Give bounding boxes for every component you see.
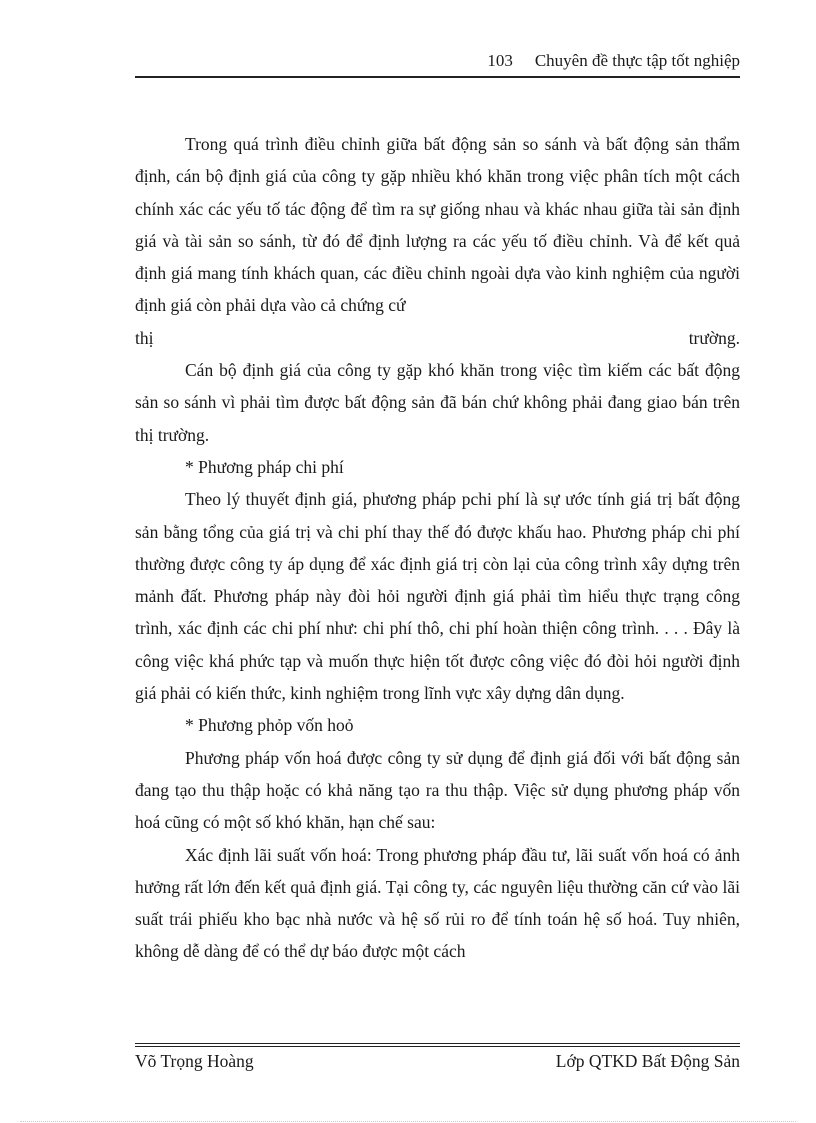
section-heading: * Phương phỏp vốn hoỏ bbox=[185, 715, 354, 736]
footer-divider bbox=[135, 1046, 740, 1047]
paragraph-end-word: trường. bbox=[688, 327, 740, 348]
header-title: Chuyên đề thực tập tốt nghiệp bbox=[534, 51, 740, 70]
header-divider bbox=[135, 76, 740, 78]
paragraph-end-word: thị bbox=[135, 327, 154, 348]
paragraph: Trong quá trình điều chỉnh giữa bất động sản so sánh và bất động sản thẩm định, cán bộ định giá của công ty gặp nhiều khó khăn trong việc phân tích một cách chính xác các yếu tố tác động để tìm ra sự giống nhau và khác nhau giữa tài sản định giá và tài sản so sánh, từ đó để định lượng ra các yếu tố điều chỉnh. Và để kết quả định giá mang tính khách quan, các điều chỉnh ngoài dựa vào kinh nghiệm của người định giá còn phải dựa vào cả chứng cứ bbox=[135, 134, 740, 316]
paragraph: Xác định lãi suất vốn hoá: Trong phương pháp đầu tư, lãi suất vốn hoá có ảnh hưởng rất lớn đến kết quả định giá. Tại công ty, các nguyên liệu thường căn cứ vào lãi suất trái phiếu kho bạc nhà nước và hệ số rủi ro để tính toán hệ số hoá. Tuy nhiên, không dễ dàng để có thể dự báo được một cách bbox=[135, 844, 740, 962]
paragraph: Phương pháp vốn hoá được công ty sử dụng để định giá đối với bất động sản đang tạo thu thập hoặc có khả năng tạo ra thu thập. Việc sử dụng phương pháp vốn hoá cũng có một số khó khăn, hạn chế sau: bbox=[135, 747, 740, 833]
page-header bbox=[135, 47, 740, 75]
document-body bbox=[135, 128, 740, 968]
footer-author: Võ Trọng Hoàng bbox=[135, 1051, 254, 1071]
paragraph-last-line bbox=[135, 322, 740, 354]
section-heading: * Phương pháp chi phí bbox=[185, 456, 344, 477]
page-number: 103 bbox=[487, 51, 513, 70]
footer-class: Lớp QTKD Bất Động Sản bbox=[555, 1051, 740, 1071]
paragraph: Theo lý thuyết định giá, phương pháp pchi phí là sự ước tính giá trị bất động sản bằng tổng của giá trị và chi phí thay thế đó được khấu hao. Phương pháp chi phí thường được công ty áp dụng để xác định giá trị còn lại của công trình xây dựng trên mảnh đất. Phương pháp này đòi hỏi người định giá phải tìm hiểu thực trạng công trình, xác định các chi phí như: chi phí thô, chi phí hoàn thiện công trình. . . . Đây là công việc khá phức tạp và muốn thực hiện tốt được công việc đó đòi hỏi người định giá phải có kiến thức, kinh nghiệm trong lĩnh vực xây dựng dân dụng. bbox=[135, 489, 740, 704]
page-edge bbox=[20, 1121, 796, 1122]
paragraph: Cán bộ định giá của công ty gặp khó khăn trong việc tìm kiếm các bất động sản so sánh vì phải tìm được bất động sản đã bán chứ không phải đang giao bán trên thị trường. bbox=[135, 360, 740, 445]
footer-divider bbox=[135, 1043, 740, 1044]
page-footer bbox=[135, 1048, 740, 1074]
